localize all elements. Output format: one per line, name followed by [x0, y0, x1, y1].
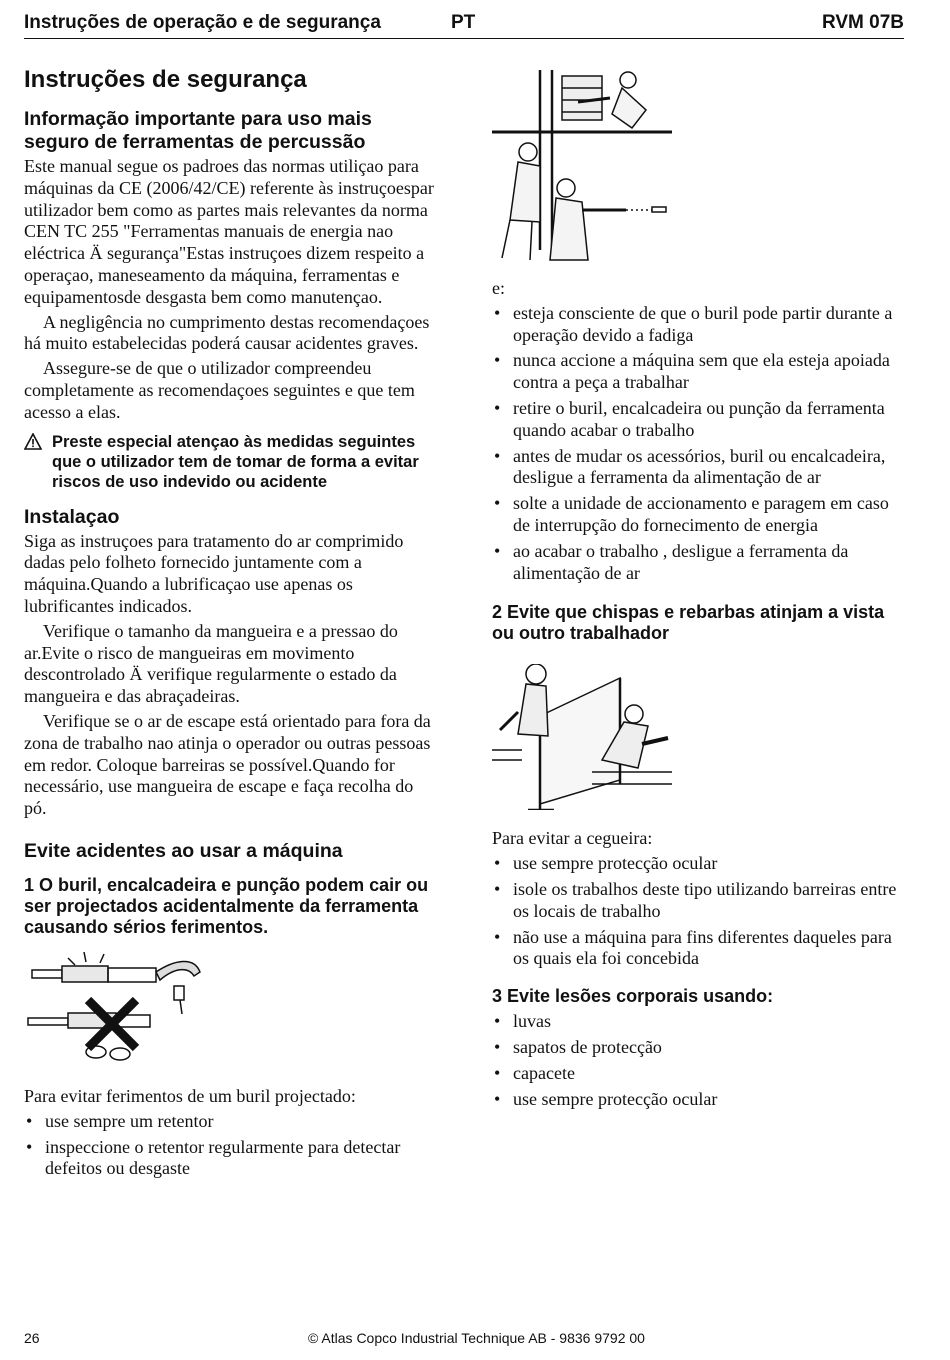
- list-item: • use sempre protecção ocular: [492, 853, 907, 875]
- list-item: • sapatos de protecção: [492, 1037, 907, 1059]
- list-retainer: [24, 1111, 439, 1180]
- paragraph-exhaust: Verifique se o ar de escape está orientado para fora da zona de trabalho nao atinja o operador ou outras pessoas em redor. Coloque barreiras se possível.Quando for necessário, use mangueira de escape e faça recolha do pó.: [24, 710, 431, 819]
- list-item: • inspeccione o retentor regularmente para detectar defeitos ou desgaste: [24, 1137, 439, 1181]
- heading-important-info: Informação importante para uso mais seguro de ferramentas de percussão: [24, 108, 372, 153]
- list-item: • use sempre protecção ocular: [492, 1089, 907, 1111]
- list-item: • use sempre um retentor: [24, 1111, 439, 1133]
- warning-text: Preste especial atençao às medidas seguintes que o utilizador tem de tomar de forma a evitar riscos de uso indevido ou acidente: [52, 432, 419, 491]
- list-item: • nunca accione a máquina sem que ela esteja apoiada contra a peça a trabalhar: [492, 350, 907, 394]
- copyright-text: © Atlas Copco Industrial Technique AB - 9836 9792 00: [308, 1330, 645, 1346]
- paragraph-air-treatment: Siga as instruçoes para tratamento do ar comprimido dadas pelo folheto fornecido juntamente com a máquina.Quando a lubrificaçao use apenas os lubrificantes indicados.: [24, 530, 404, 616]
- heading-injuries: 3 Evite lesões corporais usando:: [492, 986, 774, 1007]
- heading-avoid-accidents: Evite acidentes ao usar a máquina: [24, 839, 343, 862]
- list-item: • solte a unidade de accionamento e paragem em caso de interrupção do fornecimento de energia: [492, 493, 907, 537]
- workers-drilling-illustration: [492, 70, 672, 270]
- paragraph-avoid-projected: Para evitar ferimentos de um buril projectado:: [24, 1085, 356, 1106]
- list-item: • ao acabar o trabalho , desligue a ferramenta da alimentação de ar: [492, 541, 907, 585]
- warning-triangle-icon: [24, 433, 42, 455]
- paragraph-hose: Verifique o tamanho da mangueira e a pressao do ar.Evite o risco de mangueiras em movimento descontrolado Ä verifique regularmente o estado da mangueira e das abraçadeiras.: [24, 620, 398, 707]
- heading-installation: Instalaçao: [24, 505, 120, 528]
- heading-chisel-hazard: 1 O buril, encalcadeira e punção podem cair ou ser projectados acidentalmente da ferramenta causando sérios ferimentos.: [24, 874, 429, 937]
- header-model: RVM 07B: [821, 12, 904, 33]
- list-eye-protection: [492, 853, 907, 970]
- left-column: [24, 62, 439, 1184]
- list-item: • retire o buril, encalcadeira ou punção da ferramenta quando acabar o trabalho: [492, 398, 907, 442]
- list-item: • não use a máquina para fins diferentes daqueles para os quais ela foi concebida: [492, 927, 907, 971]
- heading-sparks: 2 Evite que chispas e rebarbas atinjam a vista ou outro trabalhador: [492, 602, 885, 644]
- page-header: [24, 10, 904, 39]
- list-precautions: [492, 303, 907, 585]
- paragraph-blindness: Para evitar a cegueira:: [492, 828, 653, 849]
- paragraph-e: e:: [492, 278, 505, 298]
- barrier-workers-illustration: [492, 664, 672, 810]
- right-column: [492, 70, 907, 1114]
- paragraph-ensure: Assegure-se de que o utilizador compreendeu completamente as recomendaçoes seguintes e que tem acesso a elas.: [24, 358, 415, 422]
- list-item: • esteja consciente de que o buril pode partir durante a operação devido a fadiga: [492, 303, 907, 347]
- warning-note: [24, 432, 439, 492]
- header-language: PT: [451, 12, 476, 33]
- list-item: • luvas: [492, 1011, 907, 1033]
- paragraph-intro: Este manual segue os padroes das normas utiliçao para máquinas da CE (2006/42/CE) referente às instruçoespar utilizador bem como as partes mais relevantes da norma CEN TC 255 "Ferramentas manuais de energia nao eléctrica Ä segurança"Estas instruçoes dizem respeito a operaçao, maneseamento da máquina, ferramentas e equipamentosde desgasta bem como manutençao.: [24, 156, 434, 307]
- section-title-safety: Instruções de segurança: [24, 66, 307, 93]
- list-item: • capacete: [492, 1063, 907, 1085]
- list-protective-gear: [492, 1011, 907, 1110]
- page-number: 26: [24, 1330, 40, 1346]
- list-item: • antes de mudar os acessórios, buril ou encalcadeira, desligue a ferramenta da alimentação de ar: [492, 446, 907, 490]
- header-title: Instruções de operação e de segurança: [24, 12, 381, 33]
- list-item: • isole os trabalhos deste tipo utilizando barreiras entre os locais de trabalho: [492, 879, 907, 923]
- chisel-retainer-illustration: [24, 950, 204, 1062]
- paragraph-negligence: A negligência no cumprimento destas recomendaçoes há muito estabelecidas poderá causar acidentes graves.: [24, 311, 430, 354]
